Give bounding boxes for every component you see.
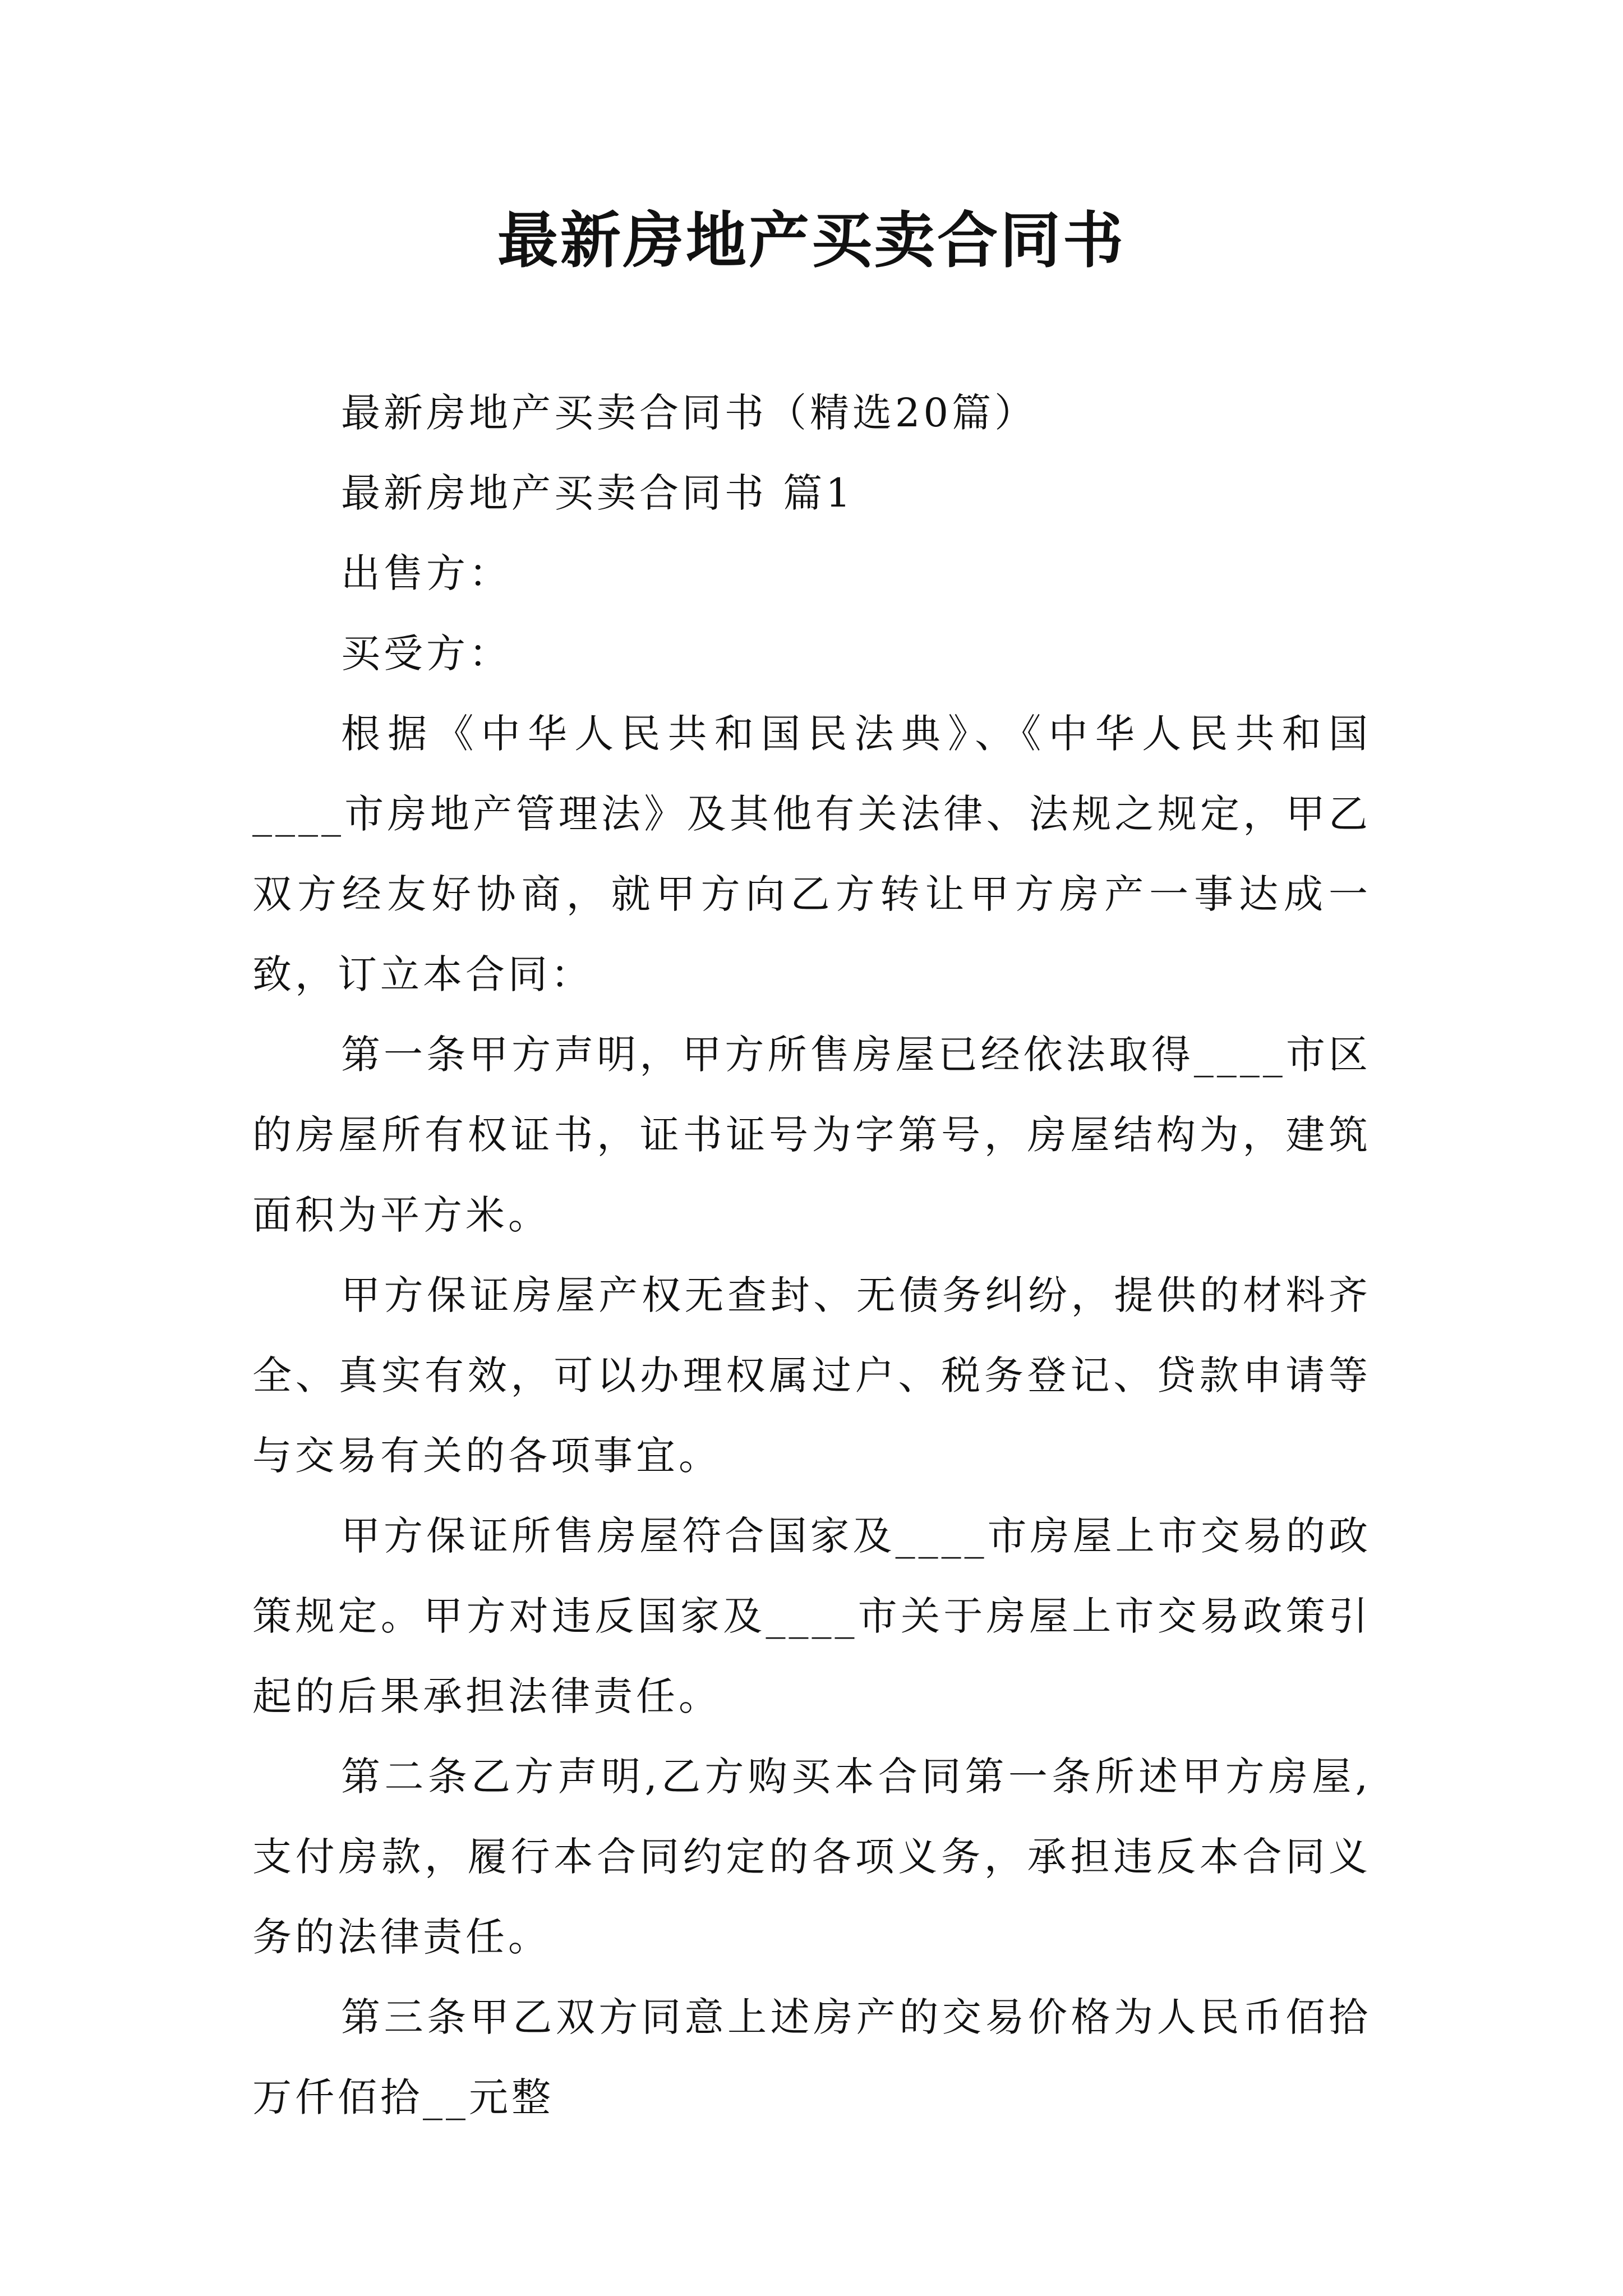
paragraph-policy-compliance: 甲方保证所售房屋符合国家及____市房屋上市交易的政策规定。甲方对违反国家及____市关于房屋上市交易政策引起的后果承担法律责任。 [252,1513,1371,1719]
paragraph-article-1: 第一条甲方声明，甲方所售房屋已经依法取得____市区的房屋所有权证书，证书证号为字第号，房屋结构为，建筑面积为平方米。 [252,1032,1371,1238]
paragraph-section-heading: 最新房地产买卖合同书 篇1 [341,470,854,516]
paragraph-article-2: 第二条乙方声明,乙方购买本合同第一条所述甲方房屋,支付房款，履行本合同约定的各项义务，承担违反本合同义务的法律责任。 [252,1754,1371,1960]
paragraph-preamble: 根据《中华人民共和国民法典》、《中华人民共和国____市房地产管理法》及其他有关法律、法规之规定，甲乙双方经友好协商，就甲方向乙方转让甲方房产一事达成一致，订立本合同： [252,711,1371,997]
paragraph-collection-title: 最新房地产买卖合同书（精选20篇） [341,390,1038,436]
paragraph-seller-label: 出售方： [341,550,511,596]
paragraph-seller-guarantee: 甲方保证房屋产权无查封、无债务纠纷，提供的材料齐全、真实有效，可以办理权属过户、税务登记、贷款申请等与交易有关的各项事宜。 [252,1272,1371,1479]
paragraph-article-3: 第三条甲乙双方同意上述房产的交易价格为人民币佰拾万仟佰拾__元整 [252,1994,1371,2120]
document-body [252,373,1371,2138]
paragraph-buyer-label: 买受方： [341,631,511,677]
document-title: 最新房地产买卖合同书 [497,206,1126,276]
